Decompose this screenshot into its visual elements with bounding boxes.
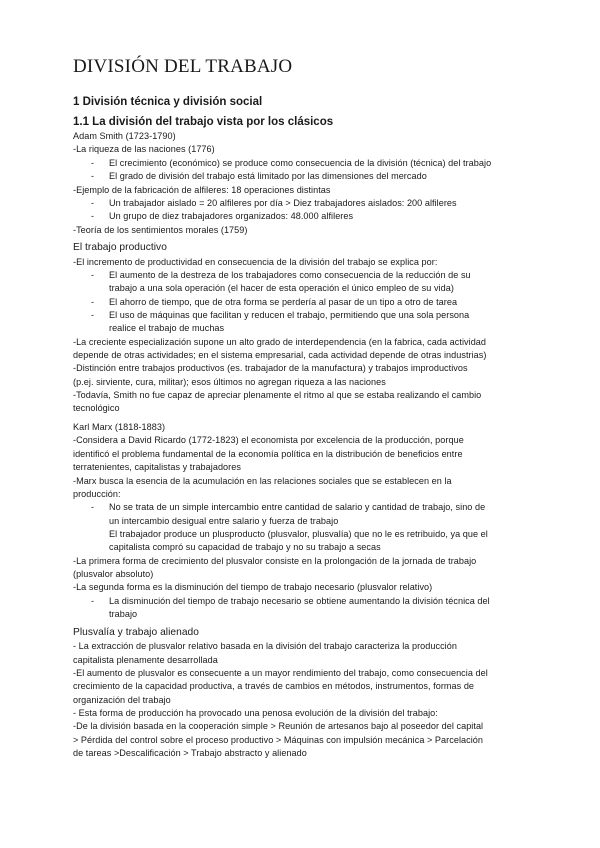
text-line: terratenientes, capitalistas y trabajadores <box>73 462 241 472</box>
text-line: - Esta forma de producción ha provocado una penosa evolución de la división del trabajo: <box>73 708 438 718</box>
text-line: depende de otras actividades; en el sistema empresarial, cada actividad depende de otras industrias) <box>73 350 487 360</box>
text-line: No se trata de un simple intercambio entre cantidad de salario y cantidad de trabajo, sino de <box>109 502 486 512</box>
text-line: -La creciente especialización supone un alto grado de interdependencia (en la fabrica, cada actividad <box>73 337 487 347</box>
text-line: -La riqueza de las naciones (1776) <box>73 144 215 154</box>
bullet-dash: - <box>91 310 95 320</box>
text-line: -Teoría de los sentimientos morales (1759) <box>73 225 248 235</box>
text-line: El crecimiento (económico) se produce como consecuencia de la división (técnica) del trabajo <box>109 158 492 168</box>
text-line: -El incremento de productividad en consecuencia de la división del trabajo se explica por: <box>73 257 438 267</box>
subheading-productivo: El trabajo productivo <box>73 242 167 253</box>
section-heading-1-1: 1.1 La división del trabajo vista por los clásicos <box>73 116 334 128</box>
bullet-dash: - <box>91 171 95 181</box>
author-smith: Adam Smith (1723-1790) <box>73 131 176 141</box>
text-line: organización del trabajo <box>73 695 171 705</box>
author-marx: Karl Marx (1818-1883) <box>73 422 166 432</box>
bullet-dash: - <box>91 502 95 512</box>
text-line: realice el trabajo de muchas <box>109 323 225 333</box>
bullet-dash: - <box>91 158 95 168</box>
text-line: -Considera a David Ricardo (1772-1823) el economista por excelencia de la producción, porque <box>73 435 464 445</box>
text-line: -De la división basada en la cooperación simple > Reunión de artesanos bajo al poseedor del capital <box>73 721 484 731</box>
text-line: Un trabajador aislado = 20 alfileres por día > Diez trabajadores aislados: 200 alfileres <box>109 198 457 208</box>
section-heading-1: 1 División técnica y división social <box>73 96 263 108</box>
text-line: tecnológico <box>73 403 120 413</box>
text-line: identificó el problema fundamental de la economía política en la distribución de beneficios entre <box>73 449 463 459</box>
text-line: producción: <box>73 489 121 499</box>
text-line: El ahorro de tiempo, que de otra forma se perdería al pasar de un tipo a otro de tarea <box>109 297 458 307</box>
text-line: La disminución del tiempo de trabajo necesario se obtiene aumentando la división técnica del <box>109 596 490 606</box>
text-line: Un grupo de diez trabajadores organizados: 48.000 alfileres <box>109 211 354 221</box>
text-line: El uso de máquinas que facilitan y reducen el trabajo, permitiendo que una sola persona <box>109 310 470 320</box>
text-line: (plusvalor absoluto) <box>73 569 154 579</box>
bullet-dash: - <box>91 270 95 280</box>
text-line: capitalista plenamente desarrollada <box>73 655 218 665</box>
text-line: El trabajador produce un plusproducto (plusvalor, plusvalía) que no le es retribuido, ya que el <box>109 529 488 539</box>
text-line: -Marx busca la esencia de la acumulación en las relaciones sociales que se establecen en la <box>73 476 452 486</box>
text-line: -La primera forma de crecimiento del plusvalor consiste en la prolongación de la jornada de trabajo <box>73 556 477 566</box>
text-line: trabajo <box>109 609 138 619</box>
text-line: El grado de división del trabajo está limitado por las dimensiones del mercado <box>109 171 427 181</box>
text-line: capitalista compró su capacidad de trabajo y no su trabajo a secas <box>109 542 381 552</box>
bullet-dash: - <box>91 198 95 208</box>
text-line: trabajo a una sola operación (el hacer de esta operación el único empleo de su vida) <box>109 283 454 293</box>
text-line: -Distinción entre trabajos productivos (es. trabajador de la manufactura) y trabajos improductivos <box>73 363 468 373</box>
bullet-dash: - <box>91 211 95 221</box>
text-line: -La segunda forma es la disminución del tiempo de trabajo necesario (plusvalor relativo) <box>73 582 433 592</box>
text-line: (p.ej. sirviente, cura, militar); esos últimos no agregan riqueza a las naciones <box>73 377 386 387</box>
subheading-plusvalia: Plusvalía y trabajo alienado <box>73 627 199 638</box>
text-line: -El aumento de plusvalor es consecuente a un mayor rendimiento del trabajo, como consecuencia del <box>73 668 488 678</box>
text-line: - La extracción de plusvalor relativo basada en la división del trabajo caracteriza la producción <box>73 641 457 651</box>
text-line: crecimiento de la capacidad productiva, a través de cambios en métodos, instrumentos, formas de <box>73 681 475 691</box>
text-line: de tareas >Descalificación > Trabajo abstracto y alienado <box>73 748 307 758</box>
bullet-dash: - <box>91 596 95 606</box>
bullet-dash: - <box>91 297 95 307</box>
text-line: un intercambio desigual entre salario y fuerza de trabajo <box>109 516 339 526</box>
text-line: -Todavía, Smith no fue capaz de apreciar plenamente el ritmo al que se estaba realizando el cambio <box>73 390 482 400</box>
text-line: El aumento de la destreza de los trabajadores como consecuencia de la reducción de su <box>109 270 471 280</box>
page-title: DIVISIÓN DEL TRABAJO <box>73 56 293 77</box>
text-line: > Pérdida del control sobre el proceso productivo > Máquinas con impulsión mecánica > Parcelación <box>73 735 484 745</box>
text-line: -Ejemplo de la fabricación de alfileres: 18 operaciones distintas <box>73 185 331 195</box>
